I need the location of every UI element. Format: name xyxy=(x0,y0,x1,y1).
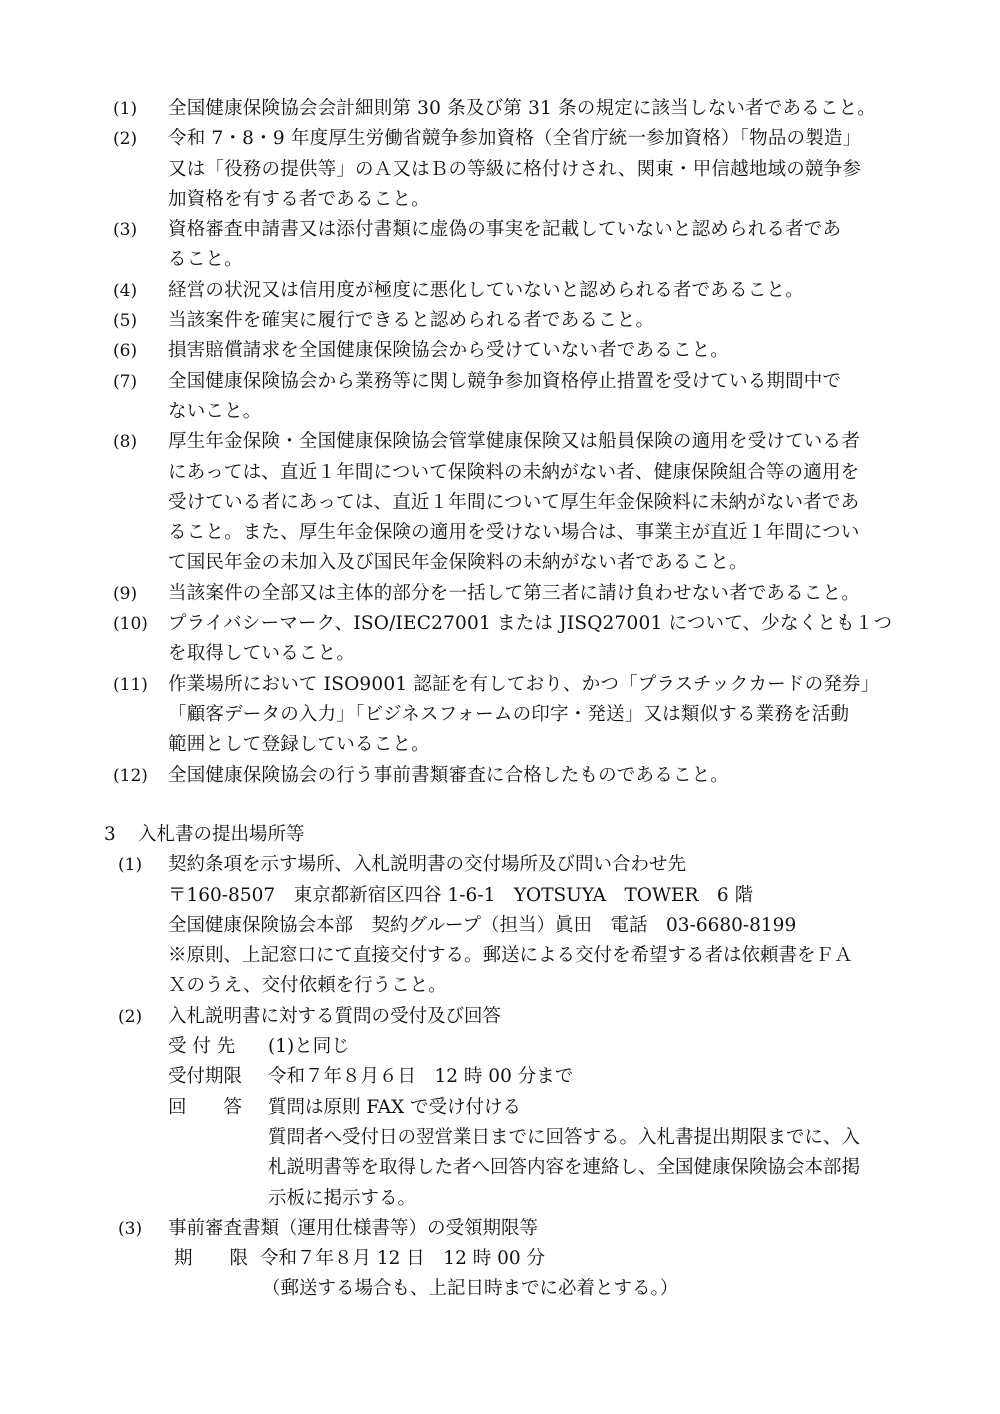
item-text xyxy=(168,609,910,670)
subsection-2 xyxy=(0,1002,1000,1214)
item-text-line: て国民年金の未加入及び国民年金保険料の未納がない者であること。 xyxy=(168,552,748,574)
list-item xyxy=(0,427,1000,578)
period-label: 受付期限 xyxy=(168,1066,243,1088)
item-text xyxy=(168,427,910,578)
subsection-title: 契約条項を示す場所、入札説明書の交付場所及び問い合わせ先 xyxy=(168,854,687,876)
item-number: (12) xyxy=(113,765,148,786)
item-text-line: にあっては、直近１年間について保険料の未納がない者、健康保険組合等の適用を xyxy=(168,461,860,483)
deadline-label: 期 限 xyxy=(174,1248,249,1270)
list-item xyxy=(0,367,1000,428)
section-title: 入札書の提出場所等 xyxy=(138,824,305,845)
reception-value: (1)と同じ xyxy=(268,1036,350,1058)
note-line: Ｘのうえ、交付依頼を行うこと。 xyxy=(168,975,447,997)
item-number: (3) xyxy=(113,220,138,241)
item-text xyxy=(168,367,910,428)
item-number: (8) xyxy=(113,432,138,453)
item-number: (7) xyxy=(113,371,138,392)
answer-detail-line: 示板に掲示する。 xyxy=(268,1187,417,1209)
item-text-line: 受けている者にあっては、直近１年間について厚生年金保険料に未納がない者であ xyxy=(168,491,860,513)
list-item xyxy=(0,336,1000,366)
list-item xyxy=(0,94,1000,124)
answer-detail-line: 札説明書等を取得した者へ回答内容を連絡し、全国健康保険協会本部掲 xyxy=(268,1157,861,1179)
item-text xyxy=(168,579,910,609)
item-number: (11) xyxy=(113,674,148,695)
item-text xyxy=(168,670,910,761)
answer-detail xyxy=(268,1123,910,1214)
answer-value: 質問は原則 FAX で受け付ける xyxy=(268,1096,522,1118)
list-item xyxy=(0,609,1000,670)
contact-line: 全国健康保険協会本部 契約グループ（担当）眞田 電話 03-6680-8199 xyxy=(168,914,797,936)
item-number: (6) xyxy=(113,341,138,362)
item-text xyxy=(168,94,910,124)
answer-row xyxy=(168,1093,1000,1123)
deadline-value: 令和７年８月 12 日 12 時 00 分 xyxy=(260,1248,546,1270)
deadline-row xyxy=(174,1244,1000,1274)
list-item xyxy=(0,124,1000,215)
item-text-line: 全国健康保険協会会計細則第 30 条及び第 31 条の規定に該当しない者であること。 xyxy=(168,98,877,119)
item-text xyxy=(168,124,910,215)
subsection-title: 入札説明書に対する質問の受付及び回答 xyxy=(168,1005,502,1027)
section-3 xyxy=(0,820,1000,1305)
item-text-line: 範囲として登録していること。 xyxy=(168,734,430,756)
list-item xyxy=(0,215,1000,276)
item-number: (5) xyxy=(113,311,138,332)
subsection-number: (3) xyxy=(118,1218,143,1239)
section-heading xyxy=(0,820,1000,850)
item-text-line: ること。また、厚生年金保険の適用を受けない場合は、事業主が直近１年間につい xyxy=(168,522,860,544)
item-text-line: 「顧客データの入力」「ビジネスフォームの印字・発送」又は類似する業務を活動 xyxy=(168,703,850,725)
item-text xyxy=(168,336,910,366)
item-text-line: ること。 xyxy=(168,249,243,271)
item-text-line: 損害賠償請求を全国健康保険協会から受けていない者であること。 xyxy=(168,340,730,362)
list-item xyxy=(0,670,1000,761)
address-line: 〒160-8507 東京都新宿区四谷 1-6-1 YOTSUYA TOWER 6 階 xyxy=(168,884,754,906)
period-row xyxy=(168,1062,1000,1092)
item-text-line: 令和 7・8・9 年度厚生労働省競争参加資格（全省庁統一参加資格）「物品の製造」 xyxy=(168,128,862,150)
answer-label: 回 答 xyxy=(168,1096,243,1118)
item-text-line: 全国健康保険協会の行う事前書類審査に合格したものであること。 xyxy=(168,764,730,786)
period-value: 令和７年８月６日 12 時 00 分まで xyxy=(268,1066,574,1088)
item-text-line: 当該案件を確実に履行できると認められる者であること。 xyxy=(168,310,655,332)
item-text-line: 作業場所において ISO9001 認証を有しており、かつ「プラスチックカードの発券」 xyxy=(168,673,880,695)
subsection-number: (1) xyxy=(118,855,143,876)
deadline-note: （郵送する場合も、上記日時までに必着とする。） xyxy=(262,1278,679,1300)
note-line: ※原則、上記窓口にて直接交付する。郵送による交付を希望する者は依頼書をＦＡ xyxy=(168,945,853,967)
item-text-line: ないこと。 xyxy=(168,400,262,422)
item-number: (4) xyxy=(113,280,138,301)
section-number: 3 xyxy=(104,824,116,845)
item-number: (9) xyxy=(113,583,138,604)
item-text xyxy=(168,306,910,336)
subsection-number: (2) xyxy=(118,1006,143,1027)
list-item xyxy=(0,276,1000,306)
item-text-line: 資格審査申請書又は添付書類に虚偽の事実を記載していないと認められる者であ xyxy=(168,219,842,241)
list-item xyxy=(0,761,1000,791)
item-number: (10) xyxy=(113,614,148,635)
item-text-line: 全国健康保険協会から業務等に関し競争参加資格停止措置を受けている期間中で xyxy=(168,370,842,392)
item-text-line: 加資格を有する者であること。 xyxy=(168,188,430,210)
subsection-3 xyxy=(0,1214,1000,1305)
item-text-line: 厚生年金保険・全国健康保険協会管掌健康保険又は船員保険の適用を受けている者 xyxy=(168,431,860,453)
reception-label: 受 付 先 xyxy=(168,1036,236,1058)
item-number: (2) xyxy=(113,129,138,150)
item-text-line: プライバシーマーク、ISO/IEC27001 または JISQ27001 について、少なくとも１つ xyxy=(168,613,893,635)
item-text xyxy=(168,215,910,276)
item-text-line: 又は「役務の提供等」のＡ又はＢの等級に格付けされ、関東・甲信越地域の競争参 xyxy=(168,158,862,180)
subsection-1 xyxy=(0,850,1000,1001)
item-text-line: を取得していること。 xyxy=(168,643,356,665)
eligibility-list xyxy=(0,94,1000,791)
subsection-title: 事前審査書類（運用仕様書等）の受領期限等 xyxy=(168,1217,539,1239)
item-text-line: 当該案件の全部又は主体的部分を一括して第三者に請け負わせない者であること。 xyxy=(168,582,860,604)
list-item xyxy=(0,306,1000,336)
answer-detail-line: 質問者へ受付日の翌営業日までに回答する。入札書提出期限までに、入 xyxy=(268,1126,861,1148)
list-item xyxy=(0,579,1000,609)
reception-row xyxy=(168,1032,1000,1062)
item-number: (1) xyxy=(113,99,138,119)
item-text-line: 経営の状況又は信用度が極度に悪化していないと認められる者であること。 xyxy=(168,279,804,301)
item-text xyxy=(168,276,910,306)
item-text xyxy=(168,761,910,791)
